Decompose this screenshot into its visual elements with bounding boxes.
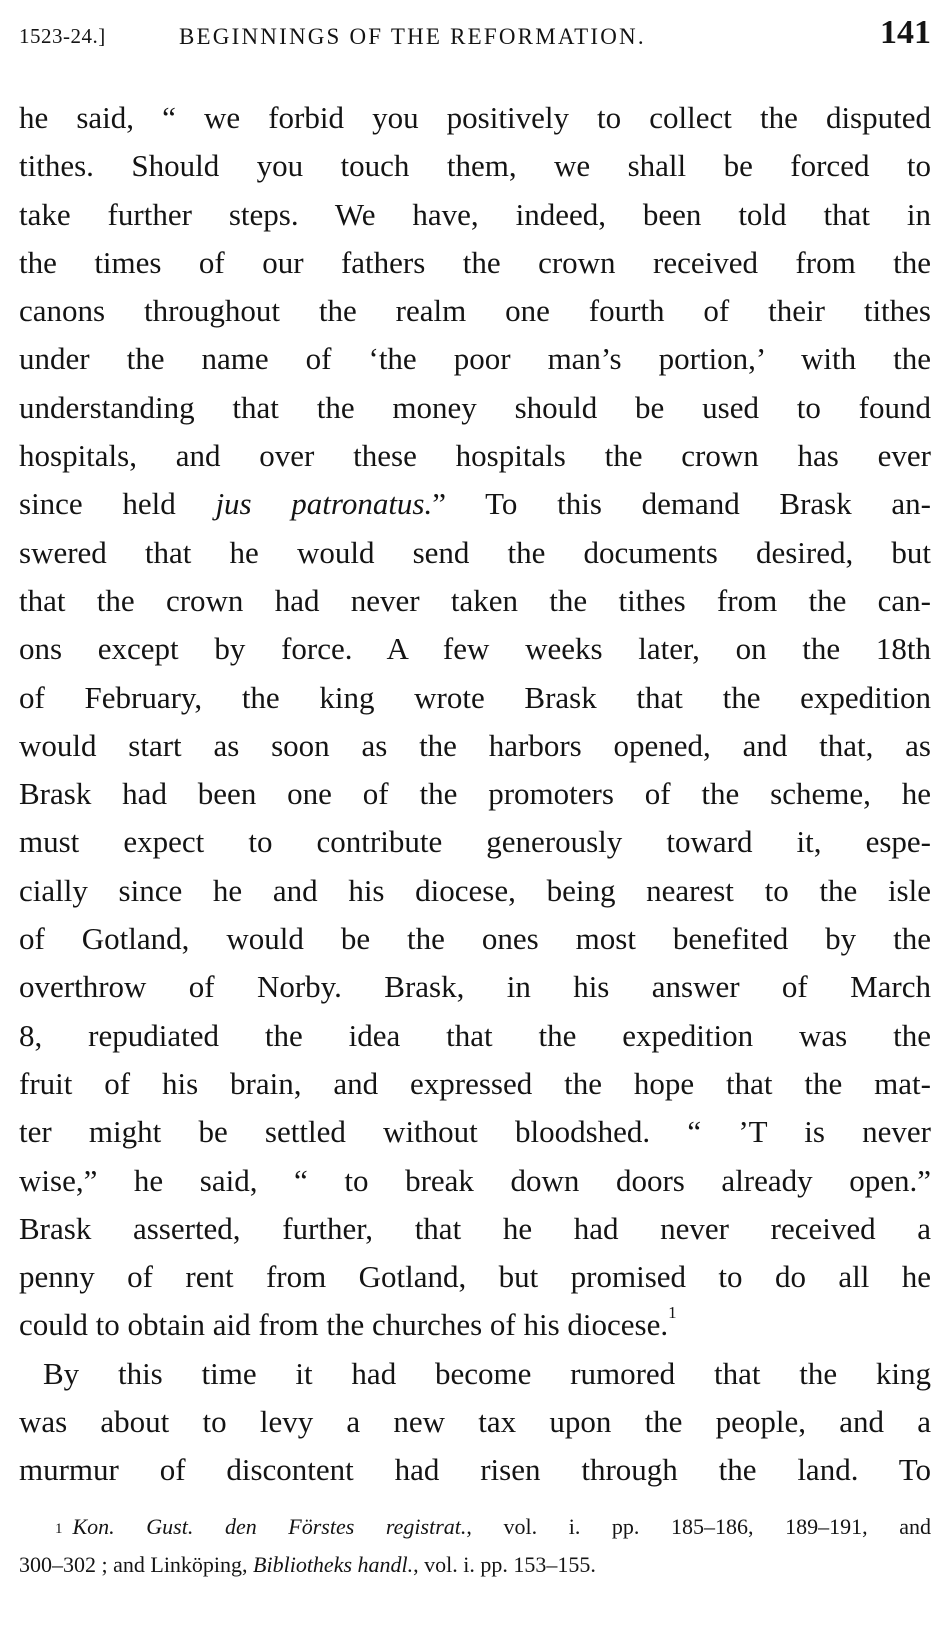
text-fragment: 300–302 ; and Linköping,: [19, 1552, 254, 1577]
body-text: [19, 94, 931, 1495]
text-line: ons except by force. A few weeks later, on the 18th: [19, 631, 931, 667]
text-line: would start as soon as the harbors opened, and that, as: [19, 727, 931, 763]
text-line: take further steps. We have, indeed, been told that in: [19, 196, 931, 232]
running-head: [19, 14, 931, 54]
text-line: he said, “ we forbid you positively to collect the disputed: [19, 100, 931, 135]
text-line: murmur of discontent had risen through the land. To: [19, 1452, 931, 1488]
text-line: fruit of his brain, and expressed the hope that the mat-: [19, 1065, 931, 1101]
text-line: under the name of ‘the poor man’s portion,’ with the: [19, 341, 931, 377]
text-line: of Gotland, would be the ones most benefited by the: [19, 921, 931, 957]
text-line: Brask had been one of the promoters of the scheme, he: [19, 776, 931, 812]
text-line: penny of rent from Gotland, but promised to do all he: [19, 1259, 931, 1295]
text-fragment: could to obtain aid from the churches of his diocese.: [19, 1307, 669, 1343]
text-line: tithes. Should you touch them, we shall be forced to: [19, 148, 931, 184]
text-line: overthrow of Norby. Brask, in his answer of March: [19, 969, 931, 1005]
text-line: swered that he would send the documents desired, but: [19, 534, 931, 570]
footnote-line: [19, 1546, 931, 1584]
paragraph-end-line: [19, 1301, 931, 1349]
footnote-italic-title: Kon. Gust. den Förstes registrat.: [72, 1514, 467, 1539]
text-line: must expect to contribute generously toward it, espe-: [19, 824, 931, 860]
text-line: Brask asserted, further, that he had never received a: [19, 1210, 931, 1246]
running-head-years: 1523-24.]: [19, 24, 106, 48]
footnote-line: [19, 1508, 931, 1546]
italic-term: jus patronatus.: [215, 486, 433, 522]
text-line: that the crown had never taken the tithes from the can-: [19, 582, 931, 618]
footnote-reference[interactable]: 1: [668, 1303, 677, 1323]
text-fragment: , vol. i. pp. 153–155.: [413, 1552, 596, 1577]
text-line-with-italic: [19, 480, 931, 528]
text-line: understanding that the money should be used to found: [19, 389, 931, 425]
page-number: 141: [880, 14, 931, 51]
text-line: the times of our fathers the crown received from the: [19, 244, 931, 280]
text-line: By this time it had become rumored that the king: [43, 1355, 931, 1391]
text-fragment: , vol. i. pp. 185–186, 189–191, and: [466, 1514, 931, 1539]
running-head-title: BEGINNINGS OF THE REFORMATION.: [179, 24, 646, 49]
text-fragment: ” To this demand Brask an-: [432, 486, 931, 522]
footnote: [19, 1508, 931, 1584]
text-line: canons throughout the realm one fourth of their tithes: [19, 293, 931, 329]
text-line: wise,” he said, “ to break down doors already open.”: [19, 1162, 931, 1198]
text-fragment: since held: [19, 486, 216, 522]
text-line: was about to levy a new tax upon the people, and a: [19, 1404, 931, 1440]
footnote-marker: 1: [55, 1521, 63, 1537]
text-line: 8, repudiated the idea that the expedition was the: [19, 1017, 931, 1053]
text-line: of February, the king wrote Brask that the expedition: [19, 679, 931, 715]
text-line: cially since he and his diocese, being nearest to the isle: [19, 872, 931, 908]
text-line: ter might be settled without bloodshed. “ ’T is never: [19, 1114, 931, 1150]
text-line: hospitals, and over these hospitals the crown has ever: [19, 438, 931, 474]
footnote-italic-title: Bibliotheks handl.: [253, 1552, 414, 1577]
